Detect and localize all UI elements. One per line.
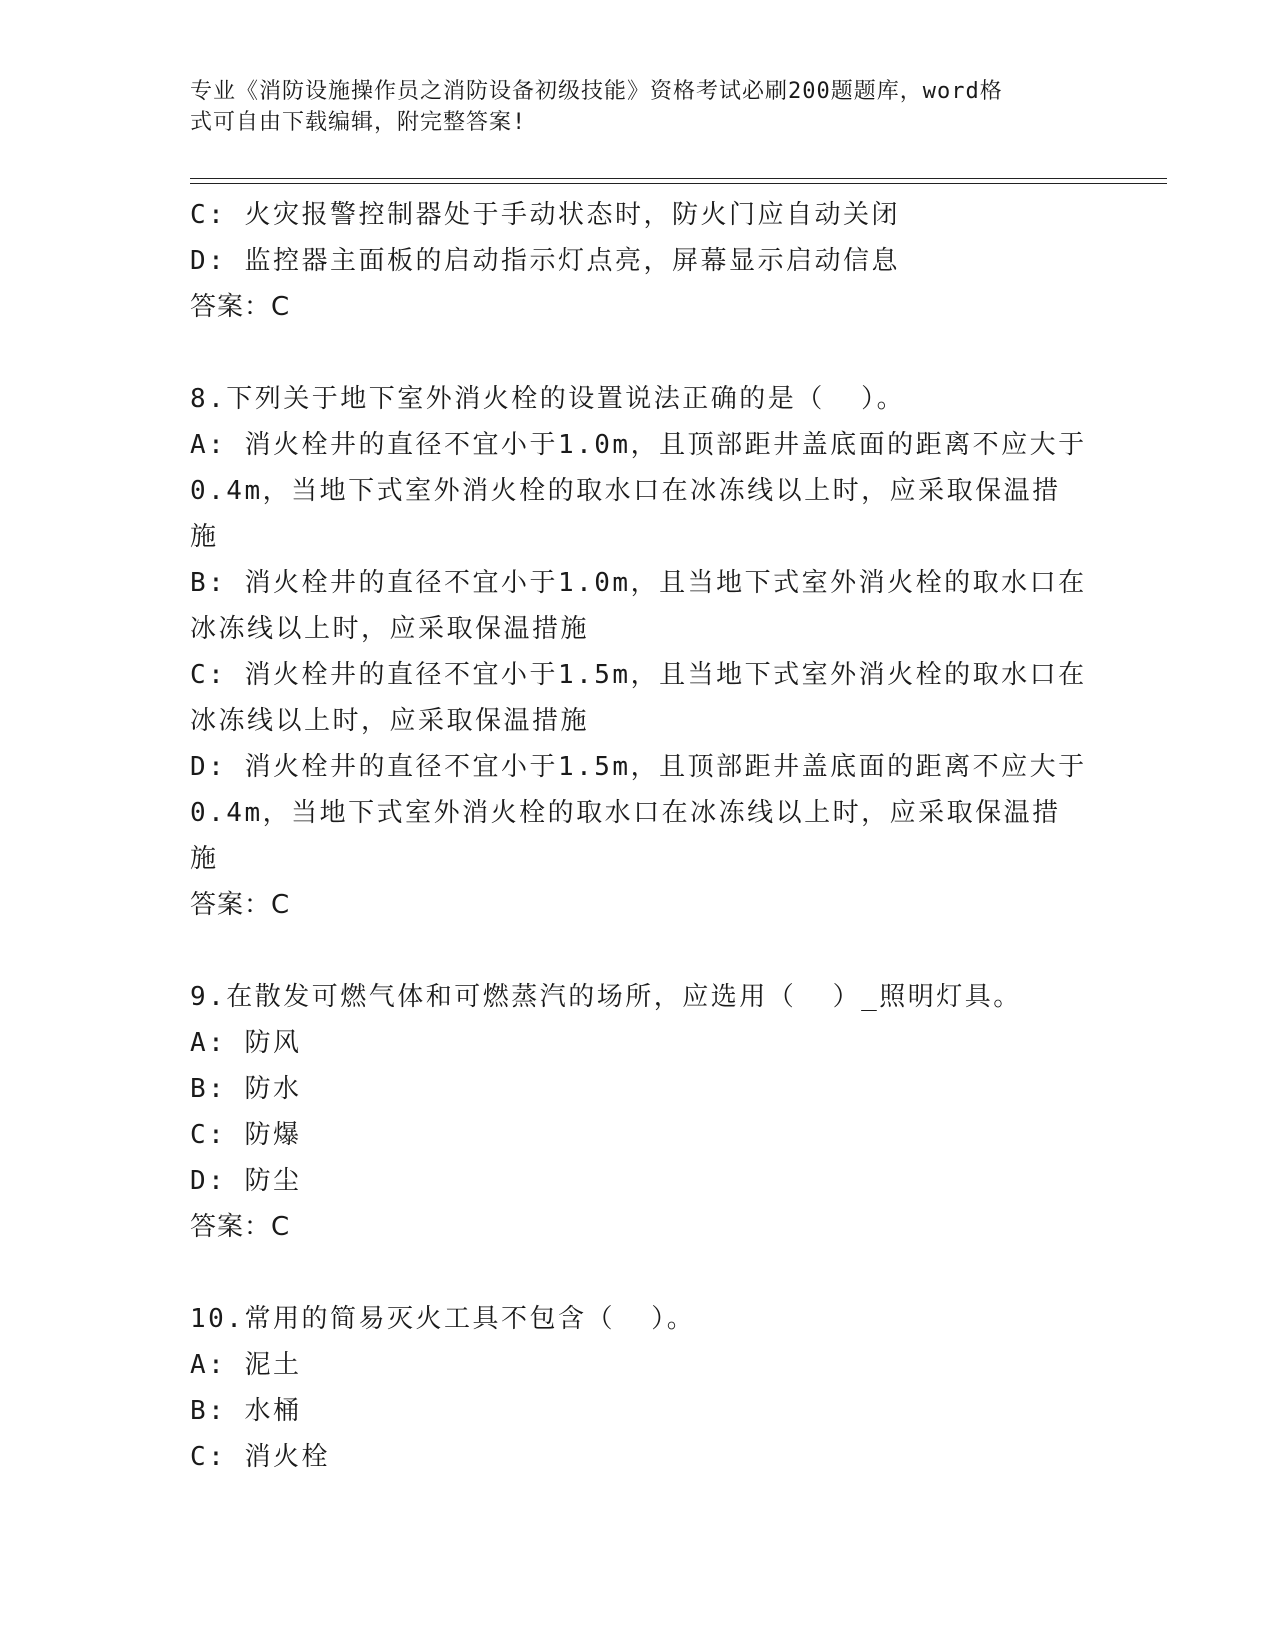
answer: 答案：C (190, 1212, 291, 1242)
header-rule-bottom (190, 183, 1167, 184)
option-d: D: 监控器主面板的启动指示灯点亮，屏幕显示启动信息 (190, 246, 900, 276)
option-b-line-1: B: 消火栓井的直径不宜小于1.0m，且当地下式室外消火栓的取水口在 (190, 568, 1087, 598)
question-8 (190, 376, 1090, 928)
option-d-line-2: 0.4m，当地下式室外消火栓的取水口在冰冻线以上时，应采取保温措 (190, 798, 1061, 828)
question-7-tail (190, 192, 1090, 330)
question-text: 8.下列关于地下室外消火栓的设置说法正确的是（ ）。 (190, 384, 906, 414)
question-text: 10.常用的简易灭火工具不包含（ ）。 (190, 1304, 696, 1334)
header-line-1: 专业《消防设施操作员之消防设备初级技能》资格考试必刷200题题库，word格 (190, 79, 1003, 104)
option-c: C: 消火栓 (190, 1442, 330, 1472)
option-d: D: 防尘 (190, 1166, 302, 1196)
question-text: 9.在散发可燃气体和可燃蒸汽的场所，应选用（ ）_照明灯具。 (190, 982, 1022, 1012)
answer: 答案：C (190, 292, 291, 322)
header-rule-top (190, 178, 1167, 179)
option-a: A: 防风 (190, 1028, 302, 1058)
spacer (190, 1250, 1090, 1296)
option-c: C: 防爆 (190, 1120, 302, 1150)
option-c-line-2: 冰冻线以上时，应采取保温措施 (190, 706, 590, 736)
spacer (190, 928, 1090, 974)
option-a: A: 泥土 (190, 1350, 302, 1380)
question-10 (190, 1296, 1090, 1480)
option-a-line-3: 施 (190, 522, 219, 552)
header-line-2: 式可自由下载编辑，附完整答案! (190, 110, 527, 135)
option-d-line-1: D: 消火栓井的直径不宜小于1.5m，且顶部距井盖底面的距离不应大于 (190, 752, 1087, 782)
option-a-line-2: 0.4m，当地下式室外消火栓的取水口在冰冻线以上时，应采取保温措 (190, 476, 1061, 506)
option-c-line-1: C: 消火栓井的直径不宜小于1.5m，且当地下式室外消火栓的取水口在 (190, 660, 1087, 690)
option-a-line-1: A: 消火栓井的直径不宜小于1.0m，且顶部距井盖底面的距离不应大于 (190, 430, 1087, 460)
answer: 答案：C (190, 890, 291, 920)
spacer (190, 330, 1090, 376)
option-d-line-3: 施 (190, 844, 219, 874)
option-b: B: 防水 (190, 1074, 302, 1104)
question-9 (190, 974, 1090, 1250)
option-b-line-2: 冰冻线以上时，应采取保温措施 (190, 614, 590, 644)
document-header (190, 76, 1090, 138)
option-c: C: 火灾报警控制器处于手动状态时，防火门应自动关闭 (190, 200, 900, 230)
option-b: B: 水桶 (190, 1396, 302, 1426)
document-body (190, 192, 1090, 1480)
